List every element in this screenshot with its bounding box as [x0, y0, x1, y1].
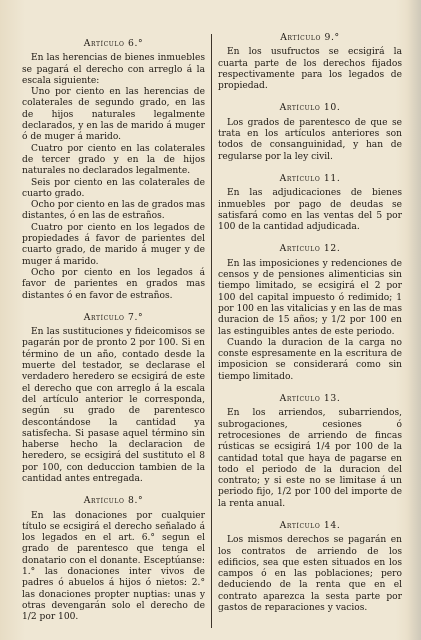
- article-14-text: Los mismos derechos se pagarán en los contratos de arriendo de los edificios, sea que esten situados en los campos ó en las poblaciones; pero deduciendo de la renta que en el contrato aparezca la sesta parte por gastos de reparaciones y vacios.: [218, 535, 402, 614]
- left-column: [22, 38, 205, 624]
- article-14-title: Artículo 14.: [279, 519, 341, 531]
- article-9-text: En los usufructos se ecsigirá la cuarta parte de los derechos fijados respectivamente para los legados de propiedad.: [218, 47, 402, 92]
- article-6-title: Artículo 6.°: [83, 38, 144, 49]
- article-13-title: Artículo 13.: [279, 393, 341, 405]
- article-12-title: Artículo 12.: [279, 243, 341, 255]
- article-7-text: En las sustituciones y fideicomisos se pagarán por de pronto 2 por 100. Si en término de un año, contado desde la muerte del testador, se declarase el verdadero heredero se ecsigirá de este el derecho que con arreglo á la escala del artículo anterior le corresponda, según su grado de parentesco descontándose la cantidad ya satisfecha. Si pasase aquel término sin haberse hecho la declaracion de heredero, se ecsigirá del sustituto el 8 por 100, con deduccion tambien de la cantidad antes entregada.: [22, 327, 205, 484]
- right-column: [218, 32, 402, 614]
- article-6-rate-1: Uno por ciento en las herencias de colaterales de segundo grado, en las de hijos naturales legalmente declarados, y en las de marido á muger ó de muger á marido.: [22, 87, 205, 143]
- article-10-text: Los grados de parentesco de que se trata en los artículos anteriores son todos de consanguinidad, y han de regularse por la ley civil.: [218, 117, 402, 162]
- article-6-intro: En las herencias de bienes inmuebles se pagará el derecho con arreglo á la escala siguiente:: [22, 53, 205, 86]
- article-10-title: Artículo 10.: [279, 102, 341, 114]
- article-6-rate-6: Seis por ciento en las colaterales de cuarto grado.: [22, 177, 205, 199]
- article-8-text: En las donaciones por cualquier título se ecsigirá el derecho señalado á los legados en el art. 6.° segun el grado de parentesco que tenga el donatario con el donante. Esceptúanse: 1.° las donaciones inter vivos de padres ó abuelos á hijos ó nietos: 2.° las donaciones propter nuptias: unas y otras devengarán solo el derecho de 1/2 por 100.: [22, 510, 205, 623]
- article-8-title: Artículo 8.°: [83, 495, 144, 507]
- article-13-text: En los arriendos, subarriendos, subrogaciones, cesiones ó retrocesiones de arriendo de fincas rústicas se ecsigirá 1/4 por 100 de la cantidad total que haya de pagarse en todo el periodo de la duracion del contrato; y si este no se limitase á un periodo fijo, 1/2 por 100 del importe de la renta anual.: [218, 408, 402, 509]
- article-11-text: En las adjudicaciones de bienes inmuebles por pago de deudas se satisfará como en las ventas del 5 por 100 de la cantidad adjudicada.: [218, 188, 402, 233]
- article-11-title: Artículo 11.: [279, 172, 341, 184]
- article-9-title: Artículo 9.°: [280, 32, 340, 43]
- article-6-rate-4: Cuatro por ciento en las colaterales de tercer grado y en la de hijos naturales no declarados legalmente.: [22, 143, 205, 177]
- article-6-legacy-8: Ocho por ciento en los legados á favor de parientes en grados mas distantes ó en favor de estraños.: [22, 267, 205, 301]
- article-12-text-2: Cuando la duracion de la carga no conste espresamente en la escritura de imposicion se considerará como sin tiempo limitado.: [218, 337, 402, 382]
- article-12-text: En las imposiciones y redenciones de censos y de pensiones alimenticias sin tiempo limitado, se ecsigirá el 2 por 100 del capital impuesto ó redimido; 1 por 100 en las vitalicias y en las de mas duracion de 15 años; y 1/2 por 100 en las estinguibles antes de este periodo.: [218, 258, 402, 337]
- article-7-title: Artículo 7.°: [83, 311, 144, 323]
- page-edge-stain: [407, 0, 421, 640]
- column-divider: [211, 34, 212, 628]
- article-6-legacy-4: Cuatro por ciento en los legados de propiedades á favor de parientes del cuarto grado, de marido á muger y de muger á marido.: [22, 222, 205, 267]
- article-6-rate-8: Ocho por ciento en las de grados mas distantes, ó en las de estraños.: [22, 200, 205, 222]
